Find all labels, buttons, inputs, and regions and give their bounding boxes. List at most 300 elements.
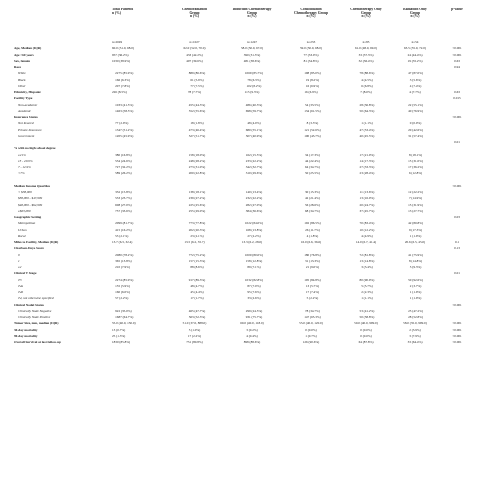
value-cell: 534 (24.6%) xyxy=(115,159,132,163)
value-cell: 0 (0.0%) xyxy=(409,122,422,126)
value-cell: 2 (3.9%) xyxy=(409,328,421,332)
value-cell: 47 (87.0%) xyxy=(408,72,423,76)
value-cell: 168 (13.8%) xyxy=(245,228,263,232)
value-cell: 19 (35.2%) xyxy=(407,59,423,63)
value-cell: 32 (36.4%) xyxy=(358,59,374,63)
value-cell: 20.6 (6.5, 45.0) xyxy=(404,241,426,244)
value-cell: 481 (38.6%) xyxy=(243,59,261,63)
value-cell: 1032 (82.8%) xyxy=(244,278,264,282)
value-cell: 21 (9.0%) xyxy=(305,266,320,269)
value-cell: 957 (36.2%) xyxy=(112,53,129,57)
value-cell: n=233 xyxy=(306,41,316,44)
value-cell: 63.5 (55.0, 72.0) xyxy=(404,47,426,51)
value-cell: 4 (7.7%) xyxy=(409,91,421,94)
value-cell: 87 (7.0%) xyxy=(247,284,261,288)
row-label: Insurance Status xyxy=(14,116,38,119)
value-cell: 533 (23.7%) xyxy=(115,197,132,201)
value-cell: 917 (89.3%) xyxy=(188,278,206,282)
row-label: Facility Type xyxy=(14,97,33,101)
value-cell: 507 (40.9%) xyxy=(245,134,263,138)
value-cell: 390 (31.3%) xyxy=(243,53,261,57)
p-value-cell: <0.001 xyxy=(452,116,462,119)
value-cell: 15 (31.0%) xyxy=(408,159,423,163)
value-cell: 4 (4.5%) xyxy=(361,78,373,82)
value-cell: 78 (88.6%) xyxy=(359,72,375,76)
value-cell: 158 (12.8%) xyxy=(245,259,263,263)
value-cell: 162 (15.5%) xyxy=(245,153,263,157)
value-cell: 5 (2.2%) xyxy=(306,297,319,301)
p-value-cell: 0.01 xyxy=(454,141,460,144)
value-cell: 486 (40.3%) xyxy=(245,103,263,107)
value-cell: 7 (14.9%) xyxy=(408,197,423,201)
table-header-row xyxy=(14,6,476,41)
demographics-table xyxy=(14,6,476,347)
value-cell: 42 (21.4%) xyxy=(305,197,320,201)
value-cell: 68 (34.7%) xyxy=(305,209,320,213)
value-cell: 6 (6.8%) xyxy=(361,84,373,88)
value-cell: 12 (22.2%) xyxy=(408,191,423,194)
value-cell: 47 (53.4%) xyxy=(359,128,375,132)
p-value-cell: 0.94 xyxy=(454,66,460,69)
value-cell: 1 (1.1%) xyxy=(361,122,373,126)
table-row xyxy=(14,341,476,347)
row-label: 30-day mortality xyxy=(14,328,38,332)
p-value-cell: <0.001 xyxy=(452,334,462,338)
value-cell: 54 (33.5%) xyxy=(305,103,320,107)
value-cell: 72 (81.8%) xyxy=(359,253,375,257)
value-cell: 61 (5.9%) xyxy=(190,78,204,82)
value-cell: 342 (32.7%) xyxy=(245,166,263,169)
value-cell: 772 (75.2%) xyxy=(188,253,206,257)
row-label: Age, Median (IQR) xyxy=(14,47,42,51)
value-cell: 126 (90.6%) xyxy=(302,341,320,344)
value-cell: 2 (2.3%) xyxy=(361,291,373,294)
value-cell: 59.0 (50.0, 68.0) xyxy=(300,47,322,51)
row-label: Miles to Facility, Median (IQR) xyxy=(14,241,59,244)
value-cell: 78 (7.7%) xyxy=(187,91,202,94)
value-cell: 273 (31.0%) xyxy=(188,166,206,169)
value-cell: 26 (11.7%) xyxy=(305,228,320,232)
value-cell: 5 (5.7%) xyxy=(361,284,373,288)
value-cell: 898 (88.6%) xyxy=(243,341,261,344)
value-cell: 13 (27.7%) xyxy=(408,209,423,213)
value-cell: 5 (1.0%) xyxy=(188,328,201,332)
value-cell: 64 (87.8%) xyxy=(358,341,374,344)
value-cell: 180 (76.8%) xyxy=(304,253,321,257)
value-cell: 45 (4.4%) xyxy=(190,291,204,294)
value-cell: 239 (27.2%) xyxy=(188,197,206,201)
value-cell: 0 (0.0%) xyxy=(305,328,317,332)
value-cell: 157 (15.3%) xyxy=(188,259,206,263)
value-cell: 33 (2.6%) xyxy=(247,297,261,301)
p-value-cell: 0.1 xyxy=(454,241,460,244)
value-cell: n=1247 xyxy=(246,41,258,44)
value-cell: 7 (8.0%) xyxy=(360,91,372,94)
value-cell: 50 (58.8%) xyxy=(359,316,375,319)
value-cell: 77 (7.5%) xyxy=(190,84,204,88)
value-cell: 727 (32.2%) xyxy=(115,166,132,169)
value-cell: 17 (36.2%) xyxy=(408,166,423,169)
value-cell: 365 (13.8%) xyxy=(115,259,132,263)
value-cell: 1030 (38.9%) xyxy=(112,59,131,63)
value-cell: 16.0 (6.6, 36.6) xyxy=(300,241,322,244)
header-consolidation-chemotherapy: Consolidation Chemotherapy Group n (%) xyxy=(294,8,328,19)
value-cell: 1 (0.7%) xyxy=(305,334,317,338)
value-cell: 527 (51.7%) xyxy=(188,134,206,138)
value-cell: 465 (47.7%) xyxy=(188,309,206,313)
value-cell: 41 (75.9%) xyxy=(408,253,423,257)
row-label: Clinical T Stage xyxy=(14,272,37,276)
value-cell: 2080 (78.2%) xyxy=(115,253,134,257)
row-label: Black xyxy=(18,78,26,82)
value-cell: 102 (8.2%) xyxy=(246,84,262,88)
value-cell: 16 (6.9%) xyxy=(305,84,320,88)
p-value-cell: 0.015 xyxy=(453,97,461,101)
p-value-cell: 0.63 xyxy=(454,59,460,63)
value-cell: 0 (0.0%) xyxy=(360,328,372,332)
value-cell: 3 (3.4%) xyxy=(361,266,373,269)
value-cell: n=1027 xyxy=(189,41,200,44)
table-body xyxy=(14,41,476,347)
row-label: Academic xyxy=(18,109,31,113)
header-chemoradiation: Chemoradiation Group n (%) xyxy=(181,8,208,19)
value-cell: 25 (47.2%) xyxy=(408,309,423,313)
row-label: Geographic Setting xyxy=(14,216,42,219)
value-cell: 255 (29.0%) xyxy=(188,209,206,213)
value-cell: 22 (55.1%) xyxy=(408,103,423,107)
row-label: T3 xyxy=(18,278,22,282)
value-cell: 14.0 (6.7, 41.4) xyxy=(355,241,377,244)
value-cell: 2 (3.7%) xyxy=(409,284,422,288)
value-cell: 1830 (85.8%) xyxy=(112,341,131,344)
value-cell: 931 (75.7%) xyxy=(245,316,263,319)
row-label: % with no high school degree xyxy=(14,147,56,151)
value-cell: 6 (12.8%) xyxy=(408,172,423,176)
value-cell: 27 (33.3%) xyxy=(359,166,375,169)
value-cell: 433 (42.2%) xyxy=(186,53,203,57)
row-label: Private Insurance xyxy=(18,128,42,132)
value-cell: 310 (29.6%) xyxy=(245,172,263,176)
value-cell: 80 (90.9%) xyxy=(359,278,375,282)
value-cell: 4 (4.9%) xyxy=(361,234,373,238)
value-cell: 48 (4.7%) xyxy=(190,284,204,288)
p-value-cell: <0.001 xyxy=(452,303,462,307)
row-label: Age >60 years xyxy=(14,53,34,57)
row-label: T4a xyxy=(18,284,24,288)
value-cell: 407 (39.6%) xyxy=(186,59,203,63)
value-cell: 11 (13.6%) xyxy=(359,191,375,194)
value-cell: n=85 xyxy=(362,41,370,44)
row-label: Not Insured xyxy=(18,122,34,126)
value-cell: 608 (27.0%) xyxy=(115,203,132,207)
value-cell: 9 (17.3%) xyxy=(408,228,423,232)
value-cell: 50 (25.5%) xyxy=(305,172,320,176)
value-cell: 17 (21.0%) xyxy=(359,153,375,157)
row-label: Sex, female xyxy=(14,59,30,63)
value-cell: 60.0 (51.0, 68.0) xyxy=(112,47,134,51)
value-cell: 78 (34.7%) xyxy=(305,309,320,313)
row-label: Charlson-Deyo Score xyxy=(14,247,44,251)
value-cell: 53 (41.2%) xyxy=(359,309,375,313)
value-cell: 4 (1.8%) xyxy=(306,234,319,238)
row-label: Government xyxy=(18,134,35,138)
value-cell: 158 (18.0%) xyxy=(188,153,206,157)
value-cell: 2099 (81.7%) xyxy=(115,222,134,226)
value-cell: 384 (36.6%) xyxy=(245,209,263,213)
row-label: Clinically Node Positive xyxy=(18,316,51,319)
value-cell: 50 (92.6%) xyxy=(408,278,423,282)
value-cell: 19 (8.2%) xyxy=(305,78,320,82)
value-cell: 48 (4.0%) xyxy=(247,122,261,126)
value-cell: 8 (18.1%) xyxy=(408,153,423,157)
value-cell: 332 (15.8%) xyxy=(115,191,132,194)
value-cell: 115 (9.3%) xyxy=(244,91,260,94)
value-cell: 55.0 (40.0, 120.0) xyxy=(299,322,323,326)
value-cell: 226 (8.5%) xyxy=(112,91,127,94)
value-cell: 13 (5.7%) xyxy=(305,284,320,288)
p-value-cell: <0.001 xyxy=(452,184,462,188)
p-value-cell: <0.001 xyxy=(452,322,462,326)
value-cell: 50.0 (40.0, 999.0) xyxy=(354,322,378,326)
value-cell: 3 (5.6%) xyxy=(409,78,422,82)
value-cell: 78 (6.3%) xyxy=(247,78,261,82)
header-radiation-only: Radiation Only Group n (%) xyxy=(403,8,427,19)
row-label: Ethnicity, Hispanic xyxy=(14,91,41,94)
value-cell: 37 (45.7%) xyxy=(359,209,375,213)
value-cell: 58.0 (50.0, 67.0) xyxy=(241,47,263,51)
value-cell: 3 (7.9%) xyxy=(409,334,421,338)
row-label: Clinically Node Negative xyxy=(18,309,52,313)
value-cell: 922 (35.0%) xyxy=(115,309,132,313)
value-cell: 232 (22.2%) xyxy=(245,197,263,201)
value-cell: 200 (22.8%) xyxy=(188,172,206,176)
value-cell: 61.0 (48.0, 69.0) xyxy=(355,47,377,51)
row-label: Rural xyxy=(18,234,26,238)
row-label: 90-day mortality xyxy=(14,334,38,338)
value-cell: 1347 (51.2%) xyxy=(115,128,134,132)
row-label: ≥21% xyxy=(18,153,26,157)
value-cell: 282 (27.0%) xyxy=(245,203,263,207)
value-cell: 1022 (84.0%) xyxy=(244,222,264,226)
row-label: Median Income Quartiles xyxy=(14,184,51,188)
value-cell: 23 (2.1%) xyxy=(190,234,204,238)
row-label: White xyxy=(18,72,26,76)
value-cell: 58.0 (35.0, 999.0) xyxy=(403,322,427,326)
value-cell: 13 (14.8%) xyxy=(359,259,375,263)
value-cell: 53 (2.1%) xyxy=(115,234,129,238)
value-cell: 28 (36.8%) xyxy=(359,103,375,107)
value-cell: 1463 (58.5%) xyxy=(115,109,134,113)
value-cell: 10 (12.2%) xyxy=(359,228,375,232)
p-value-cell: <0.001 xyxy=(452,53,462,57)
value-cell: 30 (15.3%) xyxy=(305,191,320,194)
value-cell: 210 (7.9%) xyxy=(115,266,130,269)
value-cell: 40 (45.5%) xyxy=(359,134,375,138)
value-cell: 589 (26.2%) xyxy=(115,172,132,176)
row-label: T4, not otherwise specified xyxy=(18,297,54,301)
p-value-cell: <0.001 xyxy=(452,47,462,51)
value-cell: 14 (17.3%) xyxy=(359,159,375,163)
value-cell: 1687 (64.7%) xyxy=(115,316,134,319)
value-cell: 62.0 (52.0, 70.0) xyxy=(183,47,206,51)
value-cell: 134 (61.5%) xyxy=(304,109,321,113)
value-cell: 24 (44.4%) xyxy=(407,53,423,57)
row-label: Tumor Size, mm, median (IQR) xyxy=(14,322,59,326)
value-cell: 202 (20.3%) xyxy=(188,228,206,232)
value-cell: 248 (28.2%) xyxy=(188,159,206,163)
p-value-cell: <0.001 xyxy=(452,328,462,332)
value-cell: 1205 (45.9%) xyxy=(115,134,134,138)
value-cell: 8 (14.8%) xyxy=(408,259,423,263)
value-cell: 0 (0.0%) xyxy=(360,334,372,338)
value-cell: 2275 (85.9%) xyxy=(115,72,134,76)
row-label: < $38,000 xyxy=(18,191,32,194)
value-cell: 81 (34.8%) xyxy=(303,59,319,63)
row-label: ≥2 xyxy=(18,266,22,269)
row-label: Race xyxy=(14,66,21,69)
row-label: Urban xyxy=(18,228,27,232)
header-chemotherapy-only: Chemotherapy Only Group n (%) xyxy=(350,8,382,19)
value-cell: 299 (24.5%) xyxy=(245,309,263,313)
value-cell: 680 (55.1%) xyxy=(245,128,263,132)
value-cell: 160 (6.0%) xyxy=(115,291,130,294)
value-cell: n=2049 xyxy=(112,41,123,44)
value-cell: 60.0 (40.0, 118.0) xyxy=(240,322,264,326)
value-cell: 31 (57.4%) xyxy=(408,134,423,138)
value-cell: 8 (3.3%) xyxy=(306,122,319,126)
p-value-cell: <0.001 xyxy=(452,341,462,344)
value-cell: 155 (5.9%) xyxy=(115,284,130,288)
row-label: 0 xyxy=(18,253,20,257)
value-cell: 70 (83.4%) xyxy=(359,222,375,226)
header-total-patients: Total Patients n (%) xyxy=(112,8,134,15)
value-cell: 20 (42.6%) xyxy=(408,128,423,132)
value-cell: 27 (2.2%) xyxy=(247,234,261,238)
p-value-cell: 0.63 xyxy=(454,91,460,94)
value-cell: 1 (1.9%) xyxy=(409,234,422,238)
row-label: Metropolitan xyxy=(18,222,36,226)
value-cell: 751 (80.8%) xyxy=(186,341,203,344)
row-label: Other xyxy=(18,84,26,88)
value-cell: 51.0 (37.0, 888.0) xyxy=(182,322,207,326)
value-cell: 1 (1.1%) xyxy=(361,297,373,301)
value-cell: 563 (52.3%) xyxy=(188,316,206,319)
value-cell: 56 (28.6%) xyxy=(305,203,320,207)
value-cell: 455 (44.3%) xyxy=(188,103,206,107)
value-cell: 13.3 (6.2, 28.0) xyxy=(241,241,263,244)
value-cell: n=54 xyxy=(411,41,419,44)
value-cell: 166 (6.3%) xyxy=(115,78,130,82)
p-value-cell: 0.03 xyxy=(454,216,460,219)
value-cell: 31 (13.3%) xyxy=(305,259,320,263)
value-cell: 198 (85.0%) xyxy=(304,72,321,76)
row-label: 7 - 12.9% xyxy=(18,166,31,169)
value-cell: 1000 (80.0%) xyxy=(244,253,264,257)
value-cell: 64 (34.7%) xyxy=(305,166,320,169)
value-cell: 698 (59.7%) xyxy=(245,109,263,113)
value-cell: 195 (84.8%) xyxy=(304,278,321,282)
value-cell: 50 (64.3%) xyxy=(359,109,375,113)
value-cell: 77 (33.0%) xyxy=(303,53,319,57)
value-cell: 25 (1.3%) xyxy=(112,334,126,338)
p-value-cell: 0.13 xyxy=(454,247,460,251)
row-label: Overall Survival at last follow-up xyxy=(14,341,61,344)
value-cell: 18 (1.8%) xyxy=(190,122,204,126)
value-cell: 17 (7.4%) xyxy=(305,291,320,294)
value-cell: 3 (0.2%) xyxy=(246,328,258,332)
value-cell: 1033 (41.5%) xyxy=(115,103,134,107)
value-cell: 33 (37.3%) xyxy=(358,53,374,57)
row-label: T4b xyxy=(18,291,24,294)
row-label: Clinical Nodal Status xyxy=(14,303,44,307)
value-cell: 1069 (85.7%) xyxy=(244,72,264,76)
value-cell: 757 (33.6%) xyxy=(115,209,132,213)
value-cell: 4 (0.4%) xyxy=(246,334,258,338)
value-cell: 34 (17.3%) xyxy=(305,153,320,157)
value-cell: 44 (22.4%) xyxy=(305,159,320,163)
value-cell: 380 (16.8%) xyxy=(115,153,132,157)
value-cell: 13 (0.7%) xyxy=(112,328,126,332)
value-cell: 88 (8.6%) xyxy=(190,266,204,269)
row-label: 13 - 20.9% xyxy=(18,159,33,163)
value-cell: 42 (80.8%) xyxy=(408,222,423,226)
value-cell: 552 (55.6%) xyxy=(188,109,206,113)
value-cell: 121 (52.6%) xyxy=(304,128,321,132)
row-label: $38,000 - $47,999 xyxy=(18,197,43,201)
value-cell: 138 (18.1%) xyxy=(188,191,206,194)
value-cell: 15 (31.9%) xyxy=(408,203,423,207)
value-cell: 4 (7.4%) xyxy=(409,84,422,88)
value-cell: 89 (7.1%) xyxy=(247,266,261,269)
row-label: ≥$63,000 xyxy=(18,209,31,213)
value-cell: 16 (6.9%) xyxy=(304,91,318,94)
value-cell: 57 (2.2%) xyxy=(115,297,129,301)
value-cell: 225 (25.6%) xyxy=(188,203,206,207)
value-cell: 2274 (85.9%) xyxy=(115,278,134,282)
row-label: $48,000 - $62,999 xyxy=(18,203,43,207)
row-label: <7% xyxy=(18,172,25,176)
value-cell: 5 (9.3%) xyxy=(409,266,422,269)
value-cell: 773 (77.8%) xyxy=(188,222,206,226)
value-cell: 889 (86.6%) xyxy=(188,72,206,76)
value-cell: 23 (28.4%) xyxy=(359,172,375,176)
value-cell: 55.0 (40.0, 150.0) xyxy=(112,322,136,326)
value-cell: 40 (76.9%) xyxy=(408,109,423,113)
header-p-value: p-value xyxy=(451,8,463,11)
header-induction-chemotherapy: Induction Chemotherapy Group n (%) xyxy=(232,8,272,19)
value-cell: 13 (16.0%) xyxy=(359,197,375,201)
value-cell: 192 (86.5%) xyxy=(304,222,321,226)
row-label: 1 xyxy=(18,259,20,263)
value-cell: 13.7 (6.3, 32.4) xyxy=(112,241,133,244)
row-label: Non-academic xyxy=(18,103,38,107)
value-cell: 473 (46.4%) xyxy=(188,128,206,132)
value-cell: 77 (2.9%) xyxy=(115,122,129,126)
value-cell: 33 (64.4%) xyxy=(407,341,423,344)
value-cell: 140 (13.4%) xyxy=(245,191,263,194)
value-cell: 28 (52.8%) xyxy=(408,316,423,319)
value-cell: 1 (1.9%) xyxy=(409,297,422,301)
value-cell: 100 (43.7%) xyxy=(304,134,321,138)
value-cell: 147 (65.3%) xyxy=(304,316,321,319)
value-cell: 17 (1.7%) xyxy=(190,297,204,301)
value-cell: 17 (2.2%) xyxy=(187,334,202,338)
value-cell: 415 (16.2%) xyxy=(115,228,132,232)
p-value-cell: 0.01 xyxy=(454,272,460,276)
value-cell: 20 (24.7%) xyxy=(359,203,375,207)
value-cell: 1 (1.9%) xyxy=(409,291,422,294)
value-cell: 95 (7.6%) xyxy=(247,291,261,294)
